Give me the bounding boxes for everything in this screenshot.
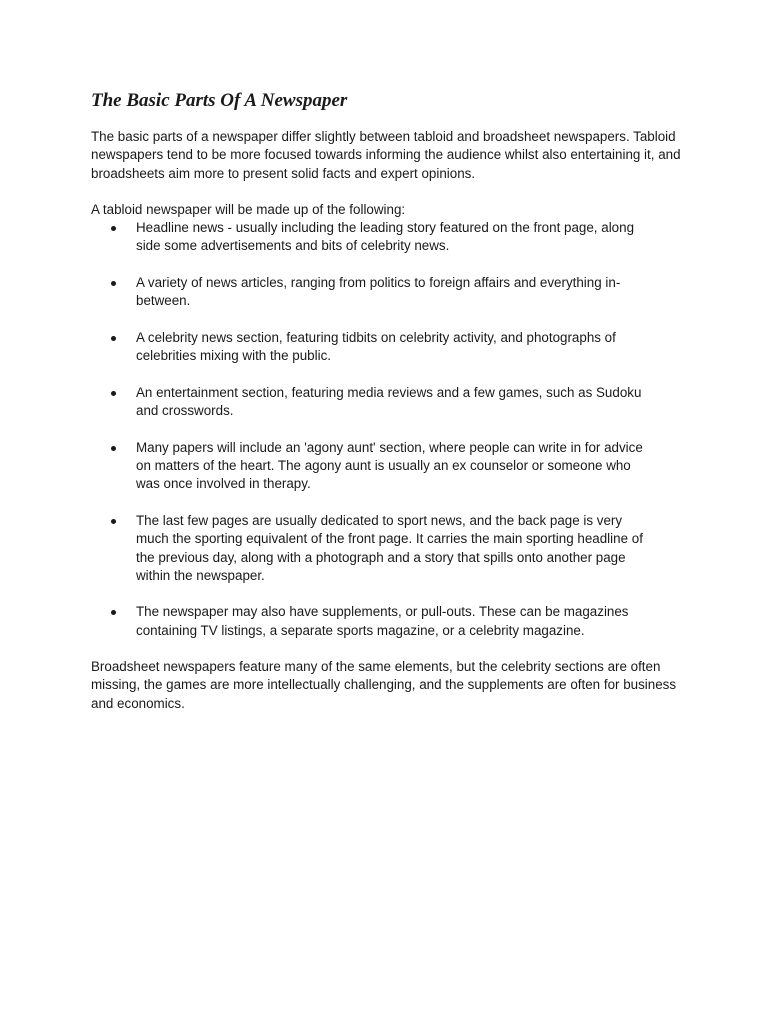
tabloid-parts-list [91, 219, 691, 640]
list-item [91, 219, 646, 256]
list-item-text: The newspaper may also have supplements, or pull-outs. These can be magazines containing TV listings, a separate sports magazine, or a celebrity magazine. [136, 604, 629, 638]
intro-paragraph: The basic parts of a newspaper differ slightly between tabloid and broadsheet newspapers. Tabloid newspapers tend to be more focused towards informing the audience whilst also entertaining it, and broadsheets aim more to present solid facts and expert opinions. [91, 129, 681, 181]
list-item [91, 274, 646, 311]
bullet-icon [111, 281, 116, 286]
bullet-icon [111, 446, 116, 451]
bullet-icon [111, 391, 116, 396]
list-item [91, 329, 646, 366]
list-lead-text: A tabloid newspaper will be made up of the following: [91, 201, 406, 217]
list-item [91, 512, 646, 585]
list-item-text: A celebrity news section, featuring tidbits on celebrity activity, and photographs of celebrities mixing with the public. [136, 329, 616, 364]
bullet-icon [111, 519, 116, 524]
list-item-text: Many papers will include an 'agony aunt' section, where people can write in for advice on matters of the heart. The agony aunt is usually an ex counselor or someone who was once involved in therapy. [136, 439, 643, 492]
bullet-icon [111, 226, 116, 231]
list-item [91, 439, 646, 494]
list-item-text: An entertainment section, featuring media reviews and a few games, such as Sudoku and crosswords. [136, 384, 642, 419]
list-item [91, 603, 646, 640]
page-title: The Basic Parts Of A Newspaper [91, 90, 348, 111]
list-item-text: The last few pages are usually dedicated to sport news, and the back page is very much the sporting equivalent of the front page. It carries the main sporting headline of the previous day, along with a photograph and a story that spills onto another page within the newspaper. [136, 512, 643, 583]
bullet-icon [111, 610, 116, 615]
list-item [91, 384, 646, 421]
closing-paragraph: Broadsheet newspapers feature many of the same elements, but the celebrity sections are often missing, the games are more intellectually challenging, and the supplements are often for business and economics. [91, 659, 677, 711]
bullet-icon [111, 336, 116, 341]
list-item-text: Headline news - usually including the leading story featured on the front page, along side some advertisements and bits of celebrity news. [136, 220, 635, 254]
document-page [91, 88, 691, 713]
list-item-text: A variety of news articles, ranging from politics to foreign affairs and everything in-between. [136, 275, 621, 309]
